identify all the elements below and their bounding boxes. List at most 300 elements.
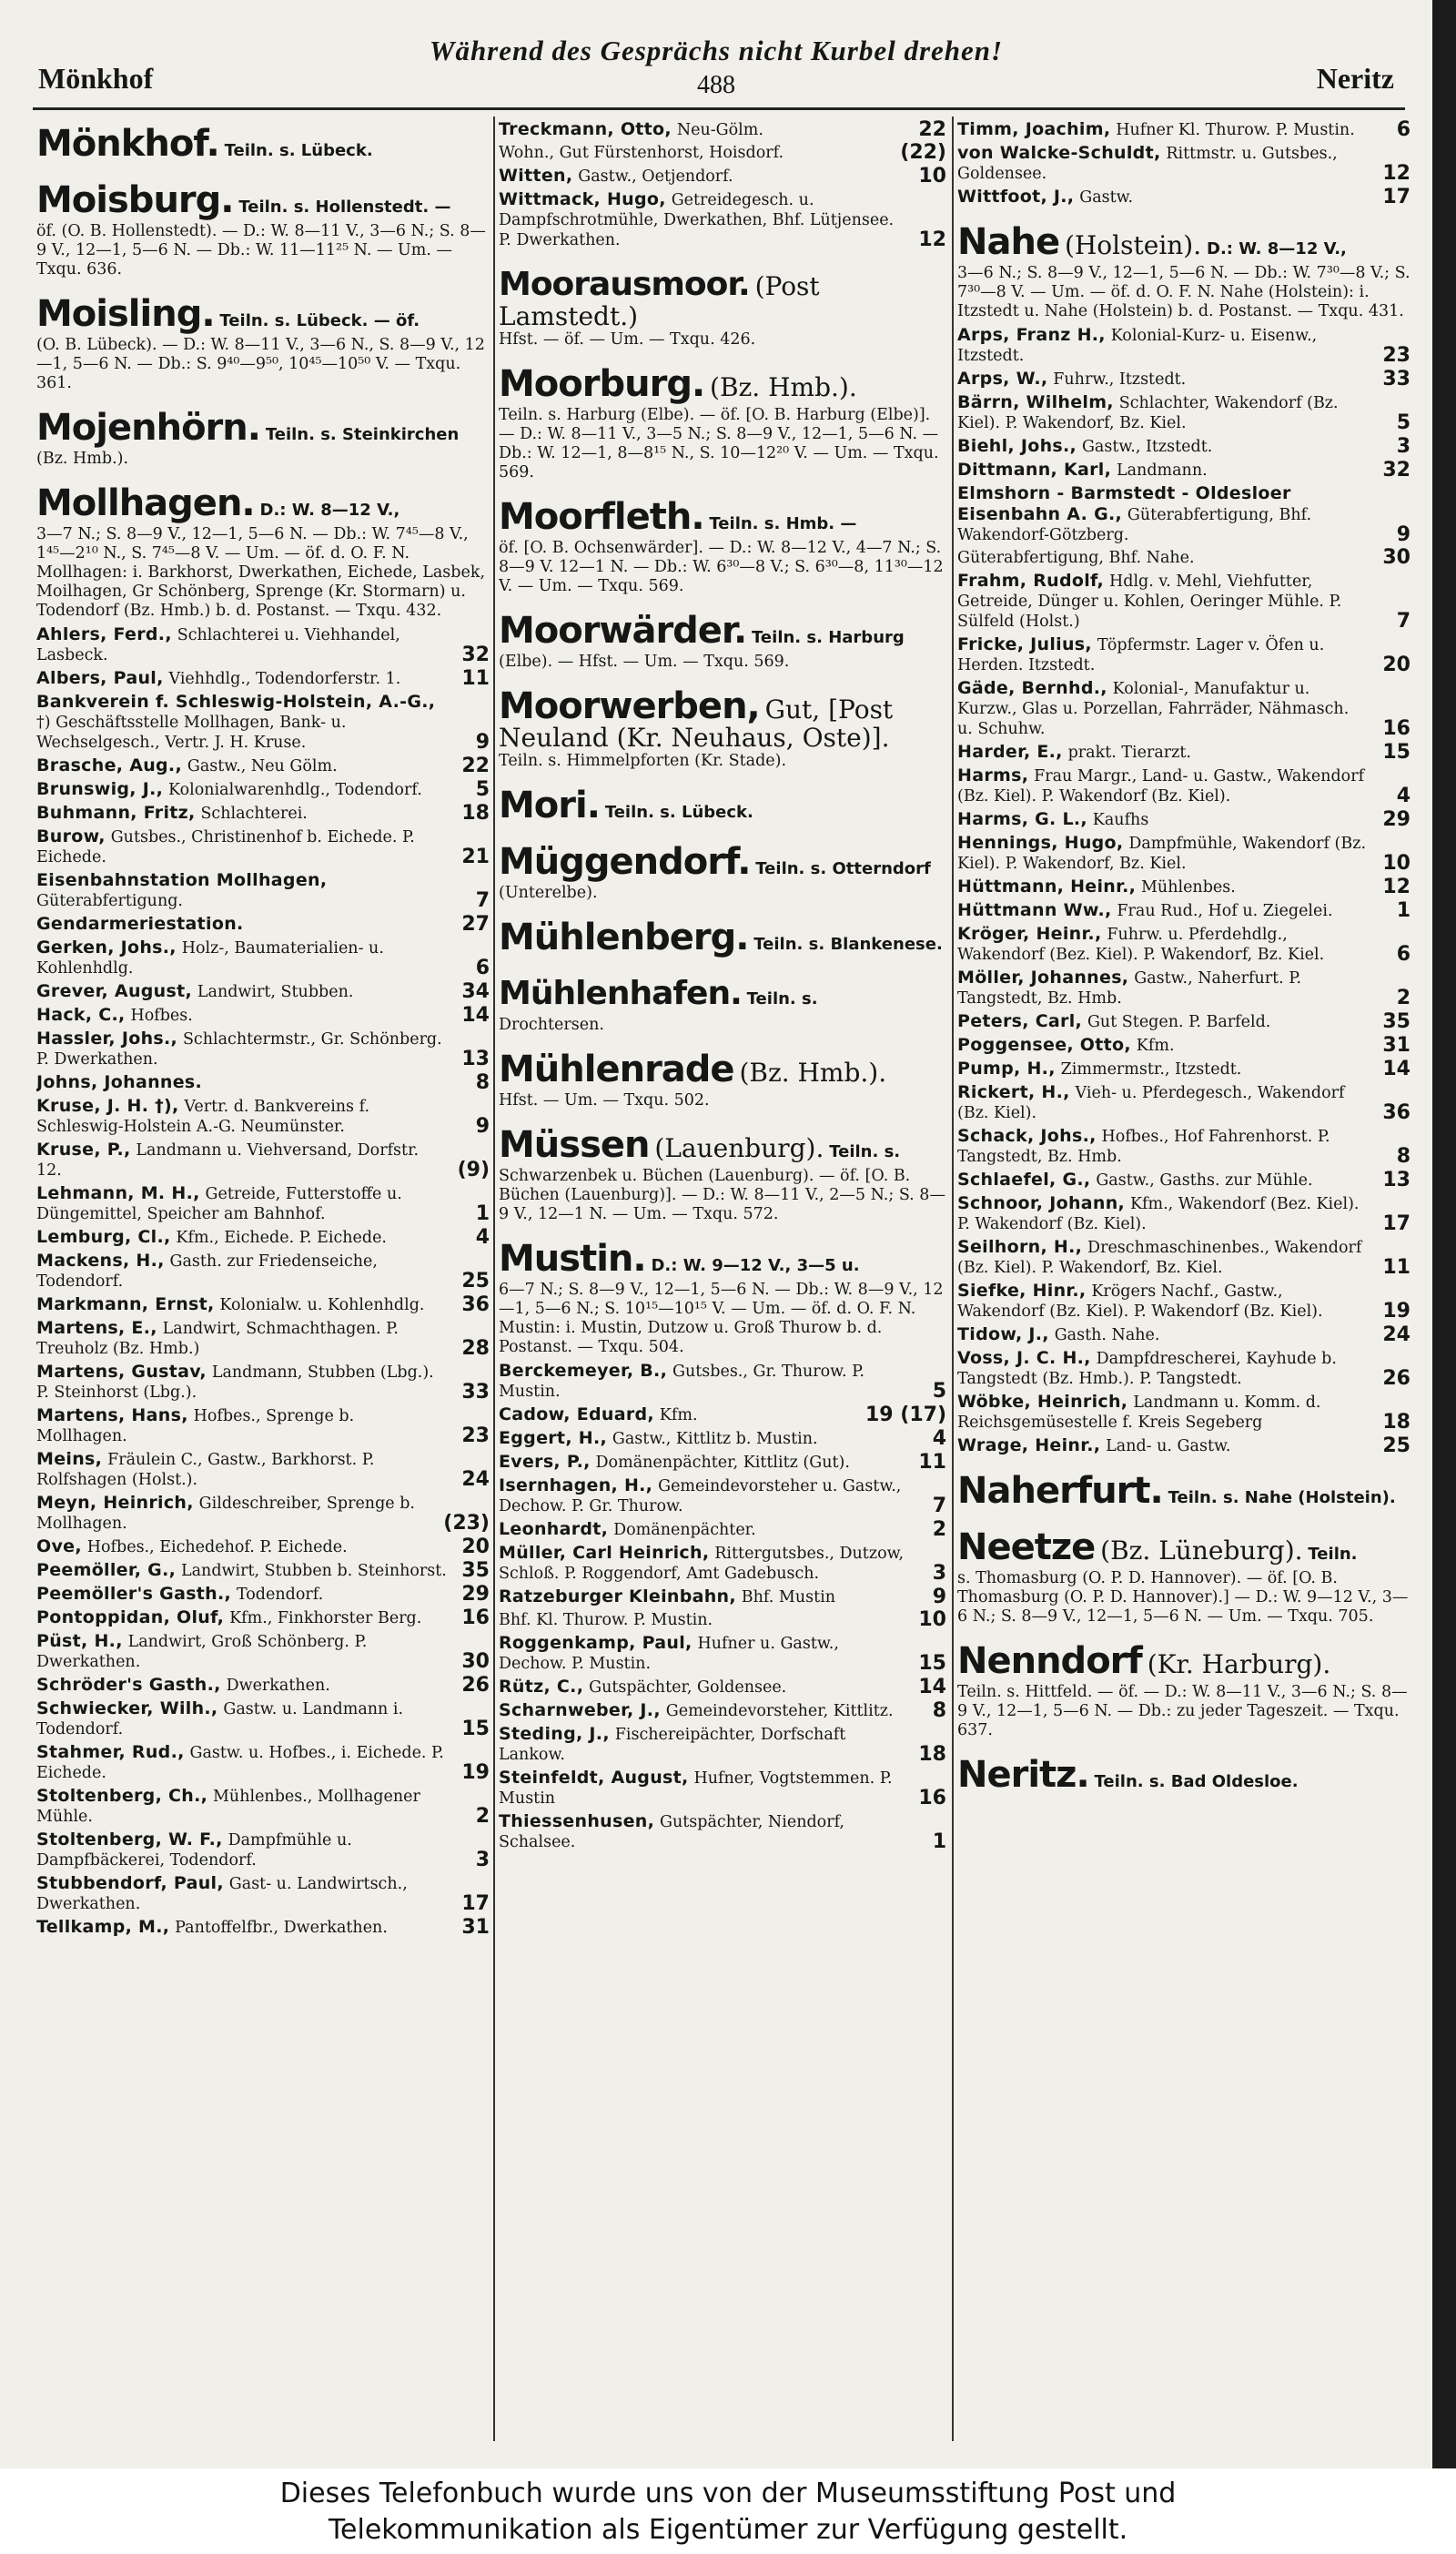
subscriber-entry (36, 779, 490, 800)
subscriber-name: Meins, (36, 1449, 103, 1469)
subscriber-name: Pontoppidan, Oluf, (36, 1607, 225, 1627)
place-note: D.: W. 8—12 V., (1207, 239, 1347, 258)
page-number: 488 (697, 71, 735, 99)
subscriber-name: Burow, (36, 826, 106, 846)
subscriber-entry (957, 392, 1410, 433)
place-details: Hfst. — Um. — Txqu. 502. (499, 1091, 710, 1110)
subscriber-name: Grever, August, (36, 981, 193, 1001)
subscriber-description: Gastw., Itzstedt. (1081, 438, 1213, 456)
place-name: Moorfleth. (499, 496, 704, 538)
column-divider (952, 117, 954, 2441)
place-region: (Holstein). (1064, 230, 1202, 260)
phone-number: 18 (461, 802, 490, 825)
phone-number: 18 (918, 1743, 946, 1766)
subscriber-entry (957, 924, 1410, 965)
subscriber-name: Hüttmann, Heinr., (957, 877, 1137, 897)
subscriber-name: Dittmann, Karl, (957, 460, 1112, 480)
place-name: Nahe (957, 221, 1060, 263)
subscriber-description: Gutsbes., Gr. Thurow. P. Mustin. (499, 1363, 864, 1401)
subscriber-entry (36, 1631, 490, 1672)
place-heading (957, 220, 1410, 321)
subscriber-entry (499, 143, 946, 163)
phone-number: 34 (461, 980, 490, 1003)
subscriber-name: Harms, G. L., (957, 809, 1087, 829)
place-details: Teiln. s. Himmelpforten (Kr. Stade). (499, 752, 787, 770)
subscriber-entry (499, 189, 946, 250)
phone-number: 35 (461, 1559, 490, 1582)
phone-number: 9 (475, 1115, 490, 1138)
subscriber-name: Eggert, H., (499, 1428, 607, 1448)
subscriber-description: Neu-Gölm. (676, 121, 763, 139)
place-heading (957, 1525, 1410, 1627)
subscriber-description: Gastw. u. Hofbes., i. Eichede. P. Eichede. (36, 1744, 444, 1782)
subscriber-entry (499, 1586, 946, 1607)
place-heading (36, 292, 490, 393)
subscriber-name: Schlaefel, G., (957, 1170, 1091, 1190)
subscriber-entry (36, 1294, 490, 1315)
subscriber-name: Steinfeldt, August, (499, 1768, 689, 1788)
subscriber-description: Landwirt, Schmachthagen. P. Treuholz (Bz. Hmb.) (36, 1320, 399, 1358)
subscriber-description: Land- u. Gastw. (1106, 1437, 1231, 1455)
place-name: Mustin. (499, 1238, 646, 1280)
place-region: Gut, [Post Neuland (Kr. Neuhaus, Oste)]. (499, 694, 894, 753)
subscriber-description: Holz-, Baumaterialien- u. Kohlenhdlg. (36, 939, 384, 978)
subscriber-description: Frau Margr., Land- u. Gastw., Wakendorf (Bz. Kiel). P. Wakendorf (Bz. Kiel). (957, 767, 1365, 806)
subscriber-entry (957, 1035, 1410, 1056)
subscriber-description: Gutspächter, Goldensee. (589, 1678, 787, 1697)
phone-number: 16 (918, 1787, 946, 1809)
subscriber-description: Schlachter, Wakendorf (Bz. Kiel). P. Wakendorf, Bz. Kiel. (957, 394, 1339, 432)
subscriber-description: Schlachtermstr., Gr. Schönberg. P. Dwerkathen. (36, 1030, 442, 1069)
subscriber-entry (957, 900, 1410, 921)
subscriber-entry (36, 803, 490, 824)
phone-number: 17 (1382, 186, 1410, 208)
subscriber-description: Schlachterei u. Viehhandel, Lasbeck. (36, 626, 400, 664)
phone-number: 26 (1382, 1367, 1410, 1390)
place-note: Teiln. s. Hmb. — (709, 514, 857, 533)
place-region: (Post Lamstedt.) (499, 271, 820, 331)
subscriber-entry (36, 1318, 490, 1359)
phone-number: 36 (1382, 1101, 1410, 1124)
phone-number: 1 (475, 1202, 490, 1225)
subscriber-name: Brunswig, J., (36, 779, 164, 799)
subscriber-name: Püst, H., (36, 1631, 123, 1651)
subscriber-entry (957, 1324, 1410, 1345)
footer-line-2: Telekommunikation als Eigentümer zur Verfügung gestellt. (328, 2514, 1128, 2546)
place-heading (499, 1048, 946, 1110)
subscriber-entry (957, 1348, 1410, 1389)
subscriber-entry (499, 1700, 946, 1721)
subscriber-entry (36, 692, 490, 753)
subscriber-description: Güterabfertigung, Bhf. Wakendorf-Götzberg. (957, 506, 1312, 544)
phone-number: 15 (918, 1652, 946, 1675)
place-name: Moisling. (36, 293, 215, 335)
place-note: Teiln. s. Harburg (752, 628, 905, 647)
subscriber-entry (957, 571, 1410, 632)
place-region: (Bz. Hmb.). (739, 1058, 887, 1088)
phone-number: 20 (461, 1535, 490, 1558)
subscriber-entry (36, 1183, 490, 1224)
subscriber-name: Pump, H., (957, 1059, 1056, 1079)
subscriber-entry (957, 765, 1410, 806)
column-1 (36, 118, 490, 2445)
place-heading (36, 178, 490, 279)
phone-number: 19 (461, 1761, 490, 1784)
phone-number: 9 (1396, 523, 1410, 546)
subscriber-description: Gemeindevorsteher u. Gastw., Dechow. P. Gr. Thurow. (499, 1477, 902, 1515)
subscriber-name: Fricke, Julius, (957, 634, 1092, 654)
place-note: Teiln. (1308, 1545, 1358, 1564)
place-heading (499, 362, 946, 482)
subscriber-name: Stoltenberg, Ch., (36, 1786, 208, 1806)
subscriber-description: Vieh- u. Pferdegesch., Wakendorf (Bz. Kiel). (957, 1084, 1345, 1122)
subscriber-name: Peemöller's Gasth., (36, 1584, 232, 1604)
place-note: Teiln. s. Nahe (Holstein). (1168, 1488, 1396, 1507)
subscriber-name: Kruse, P., (36, 1140, 131, 1160)
subscriber-name: Poggensee, Otto, (957, 1035, 1131, 1055)
place-heading (499, 684, 946, 771)
subscriber-entry (957, 833, 1410, 874)
place-details: 3—7 N.; S. 8—9 V., 12—1, 5—6 N. — Db.: W. 7⁴⁵—8 V., 1⁴⁵—2¹⁰ N., S. 7⁴⁵—8 V. — Um. — öf. d. O. F. N. Mollhagen: i. Barkhorst, Dwerkathen, Eichede, Lasbek, Moilhagen, Gr Schönberg, Sprenge (Kr. Stormarn) u. Todendorf (Bz. Hmb.) b. d. Postanst. — Txqu. 432. (36, 525, 486, 620)
subscriber-name: Elmshorn - Barmstedt - Oldesloer Eisenbahn A. G., (957, 483, 1291, 524)
place-heading (499, 784, 946, 827)
subscriber-entry (36, 1005, 490, 1026)
subscriber-name: Markmann, Ernst, (36, 1294, 215, 1314)
subscriber-description: Gildeschreiber, Sprenge b. Mollhagen. (36, 1495, 415, 1533)
phone-number: 8 (475, 1071, 490, 1094)
subscriber-description: Hufner Kl. Thurow. P. Mustin. (1116, 121, 1355, 139)
subscriber-entry (499, 1610, 946, 1630)
phone-number: 5 (1396, 411, 1410, 434)
subscriber-name: Steding, J., (499, 1724, 610, 1744)
phone-number: 15 (1382, 741, 1410, 764)
subscriber-name: Wöbke, Heinrich, (957, 1392, 1128, 1412)
subscriber-name: Frahm, Rudolf, (957, 571, 1105, 591)
place-details: 6—7 N.; S. 8—9 V., 12—1, 5—6 N. — Db.: W. 8—9 V., 12—1, 5—6 N.; S. 10¹⁵—10¹⁵ V. — Um. — öf. d. O. F. N. Mustin: i. Mustin, Dutzow u. Groß Thurow b. d. Postanst. — Txqu. 504. (499, 1281, 944, 1356)
phone-number: 2 (475, 1805, 490, 1828)
subscriber-entry (957, 1237, 1410, 1278)
place-note: Teiln. s. Lübeck. (224, 141, 373, 160)
subscriber-description: Kfm., Finkhorster Berg. (229, 1609, 422, 1627)
subscriber-description: Kolonial-Kurz- u. Eisenw., Itzstedt. (957, 327, 1318, 365)
place-note: Teiln. s. Otterndorf (755, 859, 931, 878)
place-name: Mühlenhafen. (499, 975, 742, 1012)
place-heading (499, 1123, 946, 1224)
subscriber-description: Güterabfertigung, Bhf. Nahe. (957, 549, 1195, 567)
subscriber-entry (957, 1126, 1410, 1167)
subscriber-name: Timm, Joachim, (957, 119, 1111, 139)
place-details: Drochtersen. (499, 1016, 604, 1034)
subscriber-name: Evers, P., (499, 1452, 591, 1472)
subscriber-entry (36, 1493, 490, 1534)
place-details: (Unterelbe). (499, 884, 598, 902)
subscriber-entry (957, 369, 1410, 390)
phone-number: 28 (461, 1337, 490, 1360)
subscriber-description: Gastw., Gasths. zur Mühle. (1096, 1171, 1313, 1190)
subscriber-name: Brasche, Aug., (36, 755, 182, 775)
subscriber-description: Landmann u. Komm. d. Reichsgemüsestelle f. Kreis Segeberg (957, 1394, 1321, 1432)
subscriber-description: †) Geschäftsstelle Mollhagen, Bank- u. Wechselgesch., Vertr. J. H. Kruse. (36, 714, 347, 752)
phone-number: 12 (918, 228, 946, 251)
subscriber-name: Schack, Johs., (957, 1126, 1097, 1146)
subscriber-name: Ove, (36, 1536, 82, 1556)
subscriber-entry (36, 1536, 490, 1557)
subscriber-entry (957, 1011, 1410, 1032)
subscriber-description: Landmann. (1117, 461, 1208, 480)
place-heading (36, 122, 490, 166)
subscriber-entry (36, 1607, 490, 1628)
subscriber-name: Wrage, Heinr., (957, 1435, 1101, 1455)
subscriber-description: Kfm., Eichede. P. Eichede. (176, 1229, 387, 1247)
phone-number: 23 (1382, 344, 1410, 367)
subscriber-name: Stahmer, Rud., (36, 1742, 185, 1762)
column-divider (493, 117, 495, 2441)
subscriber-name: Rütz, C., (499, 1677, 584, 1697)
subscriber-description: Wohn., Gut Fürstenhorst, Hoisdorf. (499, 144, 784, 162)
subscriber-entry (36, 1873, 490, 1914)
place-name: Neetze (957, 1526, 1096, 1568)
column-3 (957, 118, 1410, 2445)
place-heading (499, 609, 946, 672)
phone-number: 30 (1382, 546, 1410, 569)
subscriber-description: Fischereipächter, Dorfschaft Lankow. (499, 1726, 846, 1764)
subscriber-name: Peemöller, G., (36, 1560, 177, 1580)
phone-number: 4 (932, 1427, 946, 1450)
phone-number: 30 (461, 1650, 490, 1673)
subscriber-entry (499, 1428, 946, 1449)
phone-number: 10 (918, 165, 946, 187)
subscriber-entry (36, 870, 490, 911)
phone-number: 17 (461, 1892, 490, 1915)
subscriber-description: Domänenpächter, Kittlitz (Gut). (595, 1454, 850, 1472)
subscriber-description: Kfm., Wakendorf (Bez. Kiel). P. Wakendorf (Bz. Kiel). (957, 1195, 1360, 1233)
subscriber-description: prakt. Tierarzt. (1067, 744, 1191, 762)
subscriber-description: Kfm. (1136, 1037, 1175, 1055)
subscriber-name: Tellkamp, M., (36, 1917, 170, 1937)
subscriber-entry (36, 1829, 490, 1870)
subscriber-entry (499, 1724, 946, 1765)
place-details: Teiln. s. Hittfeld. — öf. — D.: W. 8—11 V., 3—6 N.; S. 8—9 V., 12—1, 5—6 N. — Db.: zu jeder Tageszeit. — Txqu. 637. (957, 1683, 1408, 1739)
subscriber-name: Gendarmeriestation. (36, 914, 244, 934)
place-name: Nenndorf (957, 1640, 1142, 1682)
subscriber-description: Getreidegesch. u. Dampfschrotmühle, Dwerkathen, Bhf. Lütjensee. P. Dwerkathen. (499, 191, 895, 249)
place-details: (O. B. Lübeck). — D.: W. 8—11 V., 3—6 N., S. 8—9 V., 12—1, 5—6 N. — Db.: S. 9⁴⁰—9⁵⁰, 10⁴⁵—10⁵⁰ V. — Txqu. 361. (36, 336, 485, 392)
subscriber-description: Rittmstr. u. Gutsbes., Goldensee. (957, 145, 1338, 183)
subscriber-name: Hennings, Hugo, (957, 833, 1124, 853)
place-region: (Bz. Lüneburg). (1100, 1535, 1303, 1566)
subscriber-entry (36, 937, 490, 978)
footer-line-1: Dieses Telefonbuch wurde uns von der Museumsstiftung Post und (279, 2478, 1177, 2509)
subscriber-description: Gutspächter, Niendorf, Schalsee. (499, 1813, 844, 1851)
place-note: Teiln. s. Lübeck. — öf. (219, 311, 420, 330)
phone-number: 35 (1382, 1010, 1410, 1033)
subscriber-name: Lemburg, Cl., (36, 1227, 171, 1247)
subscriber-name: Witten, (499, 166, 573, 186)
subscriber-description: Schlachterei. (200, 805, 308, 823)
place-details: 3—6 N.; S. 8—9 V., 12—1, 5—6 N. — Db.: W. 7³⁰—8 V.; S. 7³⁰—8 V. — Um. — öf. d. O. F. N. Nahe (Holstein): i. Itzstedt u. Nahe (Holstein) b. d. Postanst. — Txqu. 431. (957, 264, 1410, 320)
place-heading (499, 840, 946, 903)
subscriber-description: Gasth. Nahe. (1054, 1326, 1160, 1344)
subscriber-entry (957, 325, 1410, 366)
place-details: Teiln. s. Harburg (Elbe). — öf. [O. B. Harburg (Elbe)]. — D.: W. 8—11 V., 3—5 N.; S. 8—9 V., 12—1, 5—6 N. — Db.: W. 12—1, 8—8¹⁵ N., S. 10—12²⁰ V. — Um. — Txqu. 569. (499, 406, 939, 481)
subscriber-description: Hofbes., Eichedehof. P. Eichede. (86, 1538, 348, 1556)
subscriber-description: Hofbes. (130, 1007, 193, 1025)
phone-number: 1 (932, 1830, 946, 1853)
subscriber-entry (499, 1543, 946, 1584)
subscriber-entry (36, 1072, 490, 1093)
subscriber-entry (36, 624, 490, 665)
phone-number: 1 (1396, 899, 1410, 922)
phone-number: 33 (1382, 368, 1410, 390)
subscriber-entry (957, 1281, 1410, 1322)
subscriber-description: Kolonialw. u. Kohlenhdlg. (219, 1296, 425, 1314)
phone-number: 8 (932, 1699, 946, 1722)
subscriber-description: Kolonial-, Manufaktur u. Kurzw., Glas u. Porzellan, Fahrräder, Nähmasch. u. Schuhw. (957, 680, 1350, 738)
subscriber-entry (957, 119, 1410, 140)
subscriber-name: Biehl, Johs., (957, 436, 1077, 456)
subscriber-description: Gastw., Oetjendorf. (578, 167, 733, 186)
phone-number: 9 (932, 1586, 946, 1608)
subscriber-description: Hufner u. Gastw., Dechow. P. Mustin. (499, 1635, 839, 1673)
subscriber-description: Hdlg. v. Mehl, Viehfutter, Getreide, Dünger u. Kohlen, Oeringer Mühle. P. Sülfeld (Holst.) (957, 573, 1342, 631)
subscriber-entry (957, 809, 1410, 830)
subscriber-name: Hack, C., (36, 1005, 126, 1025)
place-name: Mühlenrade (499, 1049, 734, 1090)
subscriber-entry (499, 1677, 946, 1698)
subscriber-name: Ratzeburger Kleinbahn, (499, 1586, 736, 1606)
place-details: öf. [O. B. Ochsenwärder]. — D.: W. 8—12 V., 4—7 N.; S. 8—9 V. 12—1 N. — Db.: W. 6³⁰—8 V.; S. 6³⁰—8, 11³⁰—12 V. — Um. — Txqu. 569. (499, 539, 944, 595)
subscriber-description: Getreide, Futterstoffe u. Düngemittel, Speicher am Bahnhof. (36, 1185, 402, 1223)
phone-number: 13 (461, 1048, 490, 1070)
subscriber-entry (36, 914, 490, 935)
phone-number: 2 (1396, 987, 1410, 1009)
subscriber-name: Leonhardt, (499, 1519, 609, 1539)
subscriber-description: Gast- u. Landwirtsch., Dwerkathen. (36, 1875, 408, 1913)
subscriber-entry (36, 1560, 490, 1581)
subscriber-entry (499, 1519, 946, 1540)
phone-number: 3 (1396, 435, 1410, 458)
subscriber-description: Gastw., Neu Gölm. (187, 757, 338, 775)
phone-number: 22 (918, 118, 946, 141)
subscriber-description: Hofbes., Sprenge b. Mollhagen. (36, 1407, 355, 1445)
place-region: (Kr. Harburg). (1147, 1649, 1331, 1679)
place-name: Mojenhörn. (36, 407, 260, 449)
phone-number: 32 (1382, 459, 1410, 481)
phone-number: 12 (1382, 162, 1410, 185)
subscriber-description: Landwirt, Stubben. (197, 983, 354, 1001)
subscriber-entry (957, 1170, 1410, 1191)
subscriber-name: Bärrn, Wilhelm, (957, 392, 1114, 412)
subscriber-description: Mühlenbes. (1141, 878, 1236, 897)
subscriber-name: Mackens, H., (36, 1251, 165, 1271)
phone-number: 8 (1396, 1145, 1410, 1168)
place-details: Hfst. — öf. — Um. — Txqu. 426. (499, 330, 756, 349)
phone-number: 4 (1396, 785, 1410, 807)
place-region: (Lauenburg). (654, 1133, 824, 1163)
subscriber-description: Frau Rud., Hof u. Ziegelei. (1117, 902, 1333, 920)
subscriber-description: Viehhdlg., Todendorferstr. 1. (168, 670, 401, 688)
phone-number: 21 (461, 846, 490, 868)
subscriber-description: Gutsbes., Christinenhof b. Eichede. P. Eichede. (36, 828, 415, 867)
subscriber-description: Kolonialwarenhdlg., Todendorf. (168, 781, 422, 799)
place-note: D.: W. 8—12 V., (259, 501, 400, 520)
phone-number: 25 (1382, 1434, 1410, 1457)
subscriber-entry (499, 119, 946, 140)
subscriber-name: Berckemeyer, B., (499, 1361, 668, 1381)
phone-number: 10 (1382, 852, 1410, 875)
subscriber-description: Kaufhs (1092, 811, 1149, 829)
subscriber-entry (499, 1633, 946, 1674)
phone-number: 6 (475, 957, 490, 979)
place-details: öf. (O. B. Hollenstedt). — D.: W. 8—11 V., 3—6 N.; S. 8—9 V., 12—1, 5—6 N. — Db.: W. 11—11²⁵ N. — Um. — Txqu. 636. (36, 222, 486, 279)
header-last-place: Neritz (1316, 62, 1394, 95)
subscriber-name: Wittfoot, J., (957, 187, 1075, 207)
subscriber-entry (499, 1768, 946, 1809)
place-heading (957, 1753, 1410, 1797)
subscriber-name: Siefke, Hinr., (957, 1281, 1087, 1301)
place-details: (Bz. Hmb.). (36, 450, 129, 468)
phone-number: 24 (1382, 1323, 1410, 1346)
phone-number: 17 (1382, 1212, 1410, 1235)
subscriber-description: Domänenpächter. (613, 1521, 756, 1539)
subscriber-entry (36, 826, 490, 867)
phone-number: 18 (1382, 1411, 1410, 1434)
place-name: Naherfurt. (957, 1470, 1163, 1512)
subscriber-description: Gemeindevorsteher, Kittlitz. (665, 1702, 894, 1720)
phone-number: 26 (461, 1674, 490, 1697)
subscriber-name: Seilhorn, H., (957, 1237, 1083, 1257)
subscriber-entry (957, 634, 1410, 675)
place-heading (957, 1639, 1410, 1740)
subscriber-entry (36, 1742, 490, 1783)
subscriber-name: Peters, Carl, (957, 1011, 1083, 1031)
place-name: Moisburg. (36, 179, 234, 221)
phone-number: 31 (461, 1916, 490, 1939)
subscriber-entry (499, 1361, 946, 1402)
phone-number: 13 (1382, 1169, 1410, 1191)
place-heading (36, 481, 490, 621)
subscriber-name: Treckmann, Otto, (499, 119, 672, 139)
phone-number: 19 (1382, 1300, 1410, 1323)
subscriber-name: Meyn, Heinrich, (36, 1493, 194, 1513)
phone-number: 12 (1382, 876, 1410, 898)
subscriber-entry (36, 1362, 490, 1403)
subscriber-entry (957, 1193, 1410, 1234)
phone-number: 19 (17) (865, 1404, 946, 1426)
phone-number: 11 (918, 1451, 946, 1474)
phone-number: 3 (475, 1849, 490, 1871)
subscriber-description: Bhf. Mustin (741, 1588, 835, 1606)
subscriber-name: Lehmann, M. H., (36, 1183, 200, 1203)
subscriber-name: Schröder's Gasth., (36, 1675, 221, 1695)
place-name: Moorburg. (499, 363, 705, 405)
place-heading (499, 972, 946, 1035)
place-details: Schwarzenbek u. Büchen (Lauenburg). — öf. [O. B. Büchen (Lauenburg)]. — D.: W. 8—11 V., 2—5 N.; S. 8—9 V., 12—1 N. — Um. — Txqu. 572. (499, 1167, 945, 1223)
phone-number: 16 (1382, 717, 1410, 740)
subscriber-description: Landwirt, Groß Schönberg. P. Dwerkathen. (36, 1633, 368, 1671)
subscriber-name: Martens, Hans, (36, 1405, 188, 1425)
phone-number: 29 (461, 1583, 490, 1606)
subscriber-entry (36, 668, 490, 689)
phone-number: 7 (475, 889, 490, 912)
subscriber-entry (36, 981, 490, 1002)
subscriber-entry (499, 166, 946, 187)
subscriber-description: Gastw., Naherfurt. P. Tangstedt, Bz. Hmb. (957, 969, 1302, 1008)
subscriber-name: Kruse, J. H. †), (36, 1096, 179, 1116)
subscriber-description: Fräulein C., Gastw., Barkhorst. P. Rolfshagen (Holst.). (36, 1451, 375, 1489)
subscriber-entry (499, 1404, 946, 1425)
place-name: Mühlenberg. (499, 917, 749, 958)
